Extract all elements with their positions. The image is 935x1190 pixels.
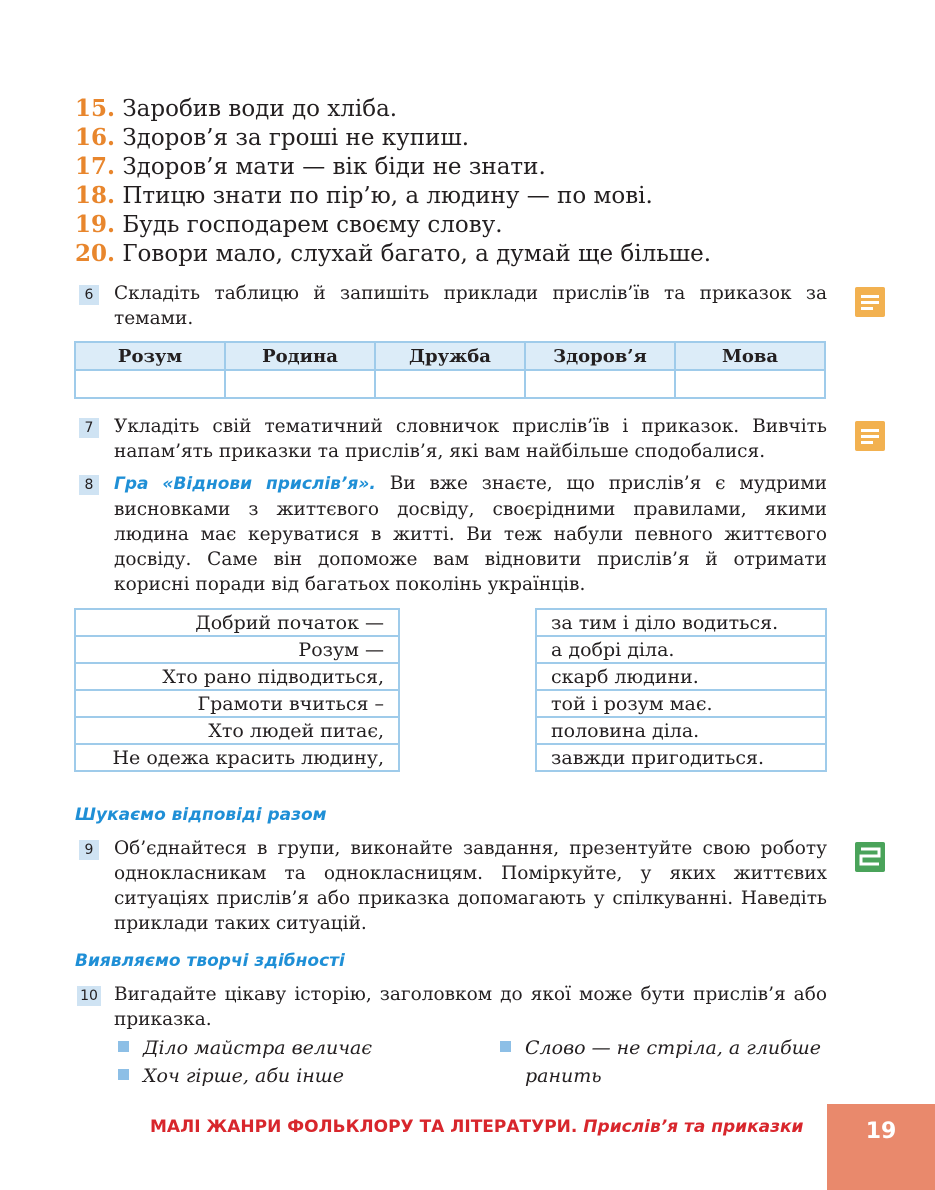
proverb-ending: той і розум має. (536, 690, 826, 717)
table-empty-cell (525, 370, 675, 398)
proverb-beginning: Не одежа красить людину, (75, 744, 399, 771)
proverb-beginning: Розум — (75, 636, 399, 663)
example-proverb: Діло майстра величає (118, 1034, 372, 1062)
proverb-ending: половина діла. (536, 717, 826, 744)
table-empty-cell (675, 370, 825, 398)
table-header-cell: Мова (675, 342, 825, 370)
footer-chapter-title: МАЛІ ЖАНРИ ФОЛЬКЛОРУ ТА ЛІТЕРАТУРИ. Прислів’я та приказки (150, 1117, 804, 1137)
section-heading: Виявляємо творчі здібності (75, 951, 345, 971)
task-number-7: 7 (79, 418, 99, 438)
notebook-icon (855, 421, 885, 451)
task-number-6: 6 (79, 285, 99, 305)
pair-work-icon (855, 842, 885, 872)
proverb-endings-table (535, 608, 827, 772)
example-proverb: Хоч гірше, аби інше (118, 1062, 344, 1090)
table-empty-cell (75, 370, 225, 398)
proverb-ending: завжди пригодиться. (536, 744, 826, 771)
table-header-cell: Родина (225, 342, 375, 370)
proverb-beginning: Грамоти вчиться – (75, 690, 399, 717)
proverb-ending: скарб людини. (536, 663, 826, 690)
proverb-beginning: Добрий початок — (75, 609, 399, 636)
proverb-beginning: Хто рано підводиться, (75, 663, 399, 690)
proverb-20: 20. Говори мало, слухай багато, а думай ще більше. (75, 240, 712, 267)
task-7-text: Укладіть свій тематичний словничок прислів’їв і приказок. Вивчіть напам’ять приказки та прислів’я, які вам найбільше сподобалися. (114, 416, 827, 462)
proverb-ending: за тим і діло водиться. (536, 609, 826, 636)
table-empty-cell (225, 370, 375, 398)
table-row (75, 370, 825, 398)
task-10-text: Вигадайте цікаву історію, заголовком до якої може бути прислів’я або приказка. (114, 984, 827, 1030)
notebook-icon (855, 287, 885, 317)
task-8-text: Гра «Віднови прислів’я». Ви вже знаєте, що прислів’я є мудрими висновками з життєвого досвіду, своєрідними правилами, якими людина має керуватися в житті. Ви теж набули певного життєвого досвіду. Саме він допоможе вам відновити прислів’я й отримати корисні поради від багатьох поколінь українців. (114, 473, 827, 595)
task-number-9: 9 (79, 840, 99, 860)
table-header-cell: Здоров’я (525, 342, 675, 370)
proverb-18: 18. Птицю знати по пір’ю, а людину — по мові. (75, 182, 653, 209)
task-9-text: Об’єднайтеся в групи, виконайте завдання, презентуйте свою роботу однокласникам та однокласницям. Поміркуйте, у яких життєвих ситуаціях прислів’я або приказка допомагають у спілкуванні. Наведіть приклади таких ситуацій. (114, 838, 827, 934)
example-proverb: Слово — не стріла, а глибше (500, 1034, 821, 1062)
topics-table (74, 341, 826, 399)
table-header-cell: Розум (75, 342, 225, 370)
proverb-17: 17. Здоров’я мати — вік біди не знати. (75, 153, 546, 180)
table-header-row (75, 342, 825, 370)
proverb-15: 15. Заробив води до хліба. (75, 95, 398, 122)
section-heading: Шукаємо відповіді разом (75, 805, 327, 825)
example-proverb-continued: ранить (525, 1065, 602, 1087)
task-6-text: Складіть таблицю й запишіть приклади прислів’їв та приказок за темами. (114, 283, 827, 329)
proverb-beginnings-table (74, 608, 400, 772)
proverb-ending: а добрі діла. (536, 636, 826, 663)
proverb-beginning: Хто людей питає, (75, 717, 399, 744)
task-number-10: 10 (77, 986, 101, 1006)
proverb-16: 16. Здоров’я за гроші не купиш. (75, 124, 470, 151)
table-header-cell: Дружба (375, 342, 525, 370)
task-number-8: 8 (79, 475, 99, 495)
table-empty-cell (375, 370, 525, 398)
proverb-19: 19. Будь господарем своєму слову. (75, 211, 503, 238)
game-title: Гра «Віднови прислів’я». (114, 474, 376, 494)
page-number: 19 (827, 1104, 935, 1190)
